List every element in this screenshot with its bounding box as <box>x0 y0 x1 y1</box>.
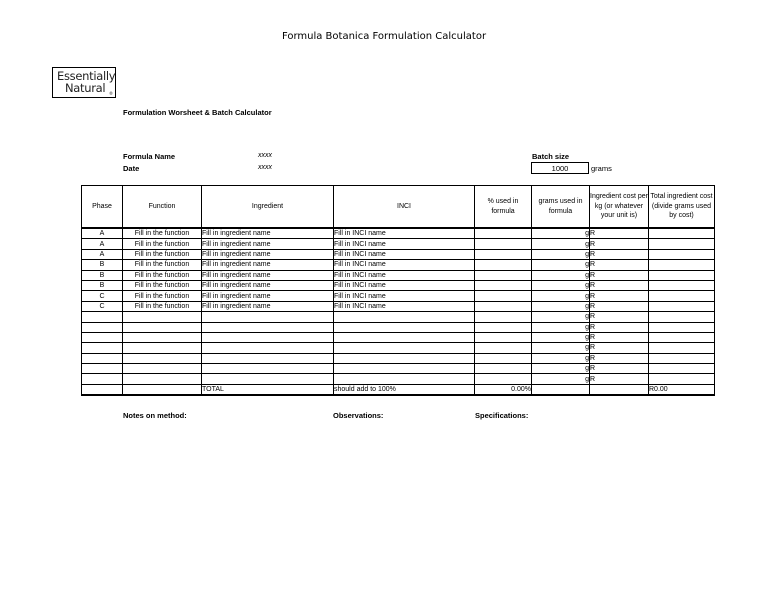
cell-percent[interactable] <box>475 301 532 311</box>
cell-phase[interactable] <box>82 364 123 374</box>
table-row <box>82 291 715 301</box>
column-header-total: Total ingredient cost (divide grams used by cost) <box>649 186 715 229</box>
cell-grams[interactable]: g <box>532 322 590 332</box>
cell-cost[interactable]: R <box>590 301 649 311</box>
cell-phase[interactable]: B <box>82 270 123 280</box>
cell-inci[interactable] <box>334 374 475 384</box>
cell-ingredient[interactable]: Fill in ingredient name <box>202 270 334 280</box>
cell-phase[interactable] <box>82 374 123 384</box>
cell-total[interactable] <box>649 280 715 290</box>
cell-function[interactable]: Fill in the function <box>123 249 202 259</box>
cell-phase[interactable] <box>82 322 123 332</box>
cell-function[interactable]: Fill in the function <box>123 239 202 249</box>
cell-cost[interactable]: R <box>590 353 649 363</box>
worksheet-subtitle: Formulation Worsheet & Batch Calculator <box>123 108 272 117</box>
cell-grams[interactable]: g <box>532 364 590 374</box>
observations-label: Observations: <box>333 411 384 420</box>
table-row <box>82 301 715 311</box>
cell-grams[interactable]: g <box>532 249 590 259</box>
cell-function[interactable] <box>123 322 202 332</box>
cell-function[interactable] <box>123 353 202 363</box>
table-row <box>82 270 715 280</box>
total-cell-phase <box>82 384 123 395</box>
cell-cost[interactable]: R <box>590 312 649 322</box>
cell-inci[interactable]: Fill in INCI name <box>334 260 475 270</box>
cell-percent[interactable] <box>475 280 532 290</box>
cell-cost[interactable]: R <box>590 332 649 342</box>
cell-cost[interactable]: R <box>590 291 649 301</box>
cell-grams[interactable]: g <box>532 332 590 342</box>
formulation-table <box>81 185 715 396</box>
total-row <box>82 384 715 395</box>
cell-inci[interactable] <box>334 364 475 374</box>
total-cell-percent: 0.00% <box>475 384 532 395</box>
cell-ingredient[interactable]: Fill in ingredient name <box>202 249 334 259</box>
cell-phase[interactable] <box>82 343 123 353</box>
table-row <box>82 249 715 259</box>
cell-percent[interactable] <box>475 228 532 239</box>
cell-total[interactable] <box>649 270 715 280</box>
cell-percent[interactable] <box>475 291 532 301</box>
cell-ingredient[interactable] <box>202 343 334 353</box>
cell-percent[interactable] <box>475 332 532 342</box>
table-row <box>82 364 715 374</box>
total-cell-total: R0.00 <box>649 384 715 395</box>
cell-ingredient[interactable] <box>202 312 334 322</box>
total-cell-inci: should add to 100% <box>334 384 475 395</box>
cell-percent[interactable] <box>475 343 532 353</box>
cell-grams[interactable]: g <box>532 312 590 322</box>
table-row <box>82 343 715 353</box>
column-header-function: Function <box>123 186 202 229</box>
cell-phase[interactable]: B <box>82 260 123 270</box>
cell-total[interactable] <box>649 260 715 270</box>
cell-cost[interactable]: R <box>590 228 649 239</box>
cell-total[interactable] <box>649 228 715 239</box>
table-row <box>82 239 715 249</box>
cell-percent[interactable] <box>475 260 532 270</box>
cell-percent[interactable] <box>475 374 532 384</box>
cell-percent[interactable] <box>475 353 532 363</box>
cell-percent[interactable] <box>475 249 532 259</box>
cell-cost[interactable]: R <box>590 249 649 259</box>
table-row <box>82 322 715 332</box>
brand-logo <box>52 67 116 98</box>
cell-percent[interactable] <box>475 312 532 322</box>
column-header-cost: Ingredient cost per kg (or whatever your unit is) <box>590 186 649 229</box>
cell-inci[interactable] <box>334 343 475 353</box>
cell-grams[interactable]: g <box>532 343 590 353</box>
cell-ingredient[interactable] <box>202 364 334 374</box>
cell-cost[interactable]: R <box>590 239 649 249</box>
column-header-phase: Phase <box>82 186 123 229</box>
cell-ingredient[interactable]: Fill in ingredient name <box>202 260 334 270</box>
cell-percent[interactable] <box>475 364 532 374</box>
cell-function[interactable] <box>123 312 202 322</box>
cell-phase[interactable]: C <box>82 291 123 301</box>
cell-percent[interactable] <box>475 270 532 280</box>
cell-function[interactable] <box>123 374 202 384</box>
cell-ingredient[interactable] <box>202 332 334 342</box>
cell-function[interactable] <box>123 332 202 342</box>
cell-cost[interactable]: R <box>590 280 649 290</box>
cell-phase[interactable] <box>82 353 123 363</box>
date-value[interactable]: xxxx <box>258 164 272 171</box>
column-header-grams: grams used in formula <box>532 186 590 229</box>
cell-total[interactable] <box>649 249 715 259</box>
total-cell-function <box>123 384 202 395</box>
cell-function[interactable]: Fill in the function <box>123 228 202 239</box>
cell-percent[interactable] <box>475 239 532 249</box>
column-header-percent: % used in formula <box>475 186 532 229</box>
cell-total[interactable] <box>649 291 715 301</box>
cell-inci[interactable]: Fill in INCI name <box>334 291 475 301</box>
column-header-inci: INCI <box>334 186 475 229</box>
cell-function[interactable]: Fill in the function <box>123 270 202 280</box>
notes-on-method-label: Notes on method: <box>123 411 187 420</box>
cell-total[interactable] <box>649 239 715 249</box>
cell-inci[interactable]: Fill in INCI name <box>334 301 475 311</box>
cell-function[interactable]: Fill in the function <box>123 260 202 270</box>
table-row <box>82 332 715 342</box>
cell-inci[interactable] <box>334 322 475 332</box>
document-title: Formula Botanica Formulation Calculator <box>281 31 487 42</box>
cell-inci[interactable]: Fill in INCI name <box>334 228 475 239</box>
column-header-ingredient: Ingredient <box>202 186 334 229</box>
batch-size-label: Batch size <box>532 152 570 161</box>
cell-total[interactable] <box>649 364 715 374</box>
cell-grams[interactable]: g <box>532 374 590 384</box>
cell-ingredient[interactable]: Fill in ingredient name <box>202 301 334 311</box>
cell-grams[interactable]: g <box>532 270 590 280</box>
cell-ingredient[interactable]: Fill in ingredient name <box>202 239 334 249</box>
table-row <box>82 260 715 270</box>
cell-function[interactable] <box>123 364 202 374</box>
table-row <box>82 228 715 239</box>
batch-size-input[interactable]: 1000 <box>531 162 589 174</box>
cell-grams[interactable]: g <box>532 301 590 311</box>
cell-cost[interactable]: R <box>590 260 649 270</box>
cell-inci[interactable] <box>334 332 475 342</box>
cell-ingredient[interactable]: Fill in ingredient name <box>202 291 334 301</box>
logo-registered-mark: ® <box>109 91 113 96</box>
cell-grams[interactable]: g <box>532 228 590 239</box>
cell-grams[interactable]: g <box>532 353 590 363</box>
table-header-row <box>82 186 715 229</box>
cell-function[interactable]: Fill in the function <box>123 280 202 290</box>
table-row <box>82 312 715 322</box>
batch-size-unit: grams <box>591 164 612 173</box>
logo-line-2: Natural <box>65 81 106 95</box>
cell-function[interactable] <box>123 343 202 353</box>
cell-inci[interactable]: Fill in INCI name <box>334 249 475 259</box>
cell-total[interactable] <box>649 332 715 342</box>
specifications-label: Specifications: <box>475 411 529 420</box>
cell-total[interactable] <box>649 343 715 353</box>
cell-phase[interactable] <box>82 332 123 342</box>
cell-phase[interactable]: A <box>82 228 123 239</box>
cell-phase[interactable]: C <box>82 301 123 311</box>
cell-ingredient[interactable]: Fill in ingredient name <box>202 280 334 290</box>
cell-inci[interactable]: Fill in INCI name <box>334 239 475 249</box>
cell-phase[interactable]: A <box>82 249 123 259</box>
cell-grams[interactable]: g <box>532 239 590 249</box>
cell-phase[interactable]: B <box>82 280 123 290</box>
cell-ingredient[interactable]: Fill in ingredient name <box>202 228 334 239</box>
cell-phase[interactable]: A <box>82 239 123 249</box>
table-row <box>82 374 715 384</box>
cell-inci[interactable]: Fill in INCI name <box>334 280 475 290</box>
cell-cost[interactable]: R <box>590 270 649 280</box>
cell-cost[interactable]: R <box>590 364 649 374</box>
date-label: Date <box>123 164 140 173</box>
cell-total[interactable] <box>649 312 715 322</box>
cell-grams[interactable]: g <box>532 280 590 290</box>
cell-cost[interactable]: R <box>590 322 649 332</box>
cell-function[interactable]: Fill in the function <box>123 301 202 311</box>
cell-percent[interactable] <box>475 322 532 332</box>
formula-name-value[interactable]: xxxx <box>258 152 272 159</box>
cell-total[interactable] <box>649 322 715 332</box>
cell-grams[interactable]: g <box>532 291 590 301</box>
cell-cost[interactable]: R <box>590 374 649 384</box>
total-cell-grams <box>532 384 590 395</box>
cell-function[interactable]: Fill in the function <box>123 291 202 301</box>
formula-name-label: Formula Name <box>123 152 176 161</box>
cell-inci[interactable]: Fill in INCI name <box>334 270 475 280</box>
cell-ingredient[interactable] <box>202 322 334 332</box>
total-cell-cost <box>590 384 649 395</box>
logo-line-1: Essentially <box>57 69 116 83</box>
total-cell-ingredient: TOTAL <box>202 384 334 395</box>
cell-total[interactable] <box>649 374 715 384</box>
cell-ingredient[interactable] <box>202 353 334 363</box>
cell-phase[interactable] <box>82 312 123 322</box>
cell-total[interactable] <box>649 353 715 363</box>
table-row <box>82 353 715 363</box>
cell-grams[interactable]: g <box>532 260 590 270</box>
cell-inci[interactable] <box>334 312 475 322</box>
cell-inci[interactable] <box>334 353 475 363</box>
cell-ingredient[interactable] <box>202 374 334 384</box>
cell-total[interactable] <box>649 301 715 311</box>
table-row <box>82 280 715 290</box>
cell-cost[interactable]: R <box>590 343 649 353</box>
